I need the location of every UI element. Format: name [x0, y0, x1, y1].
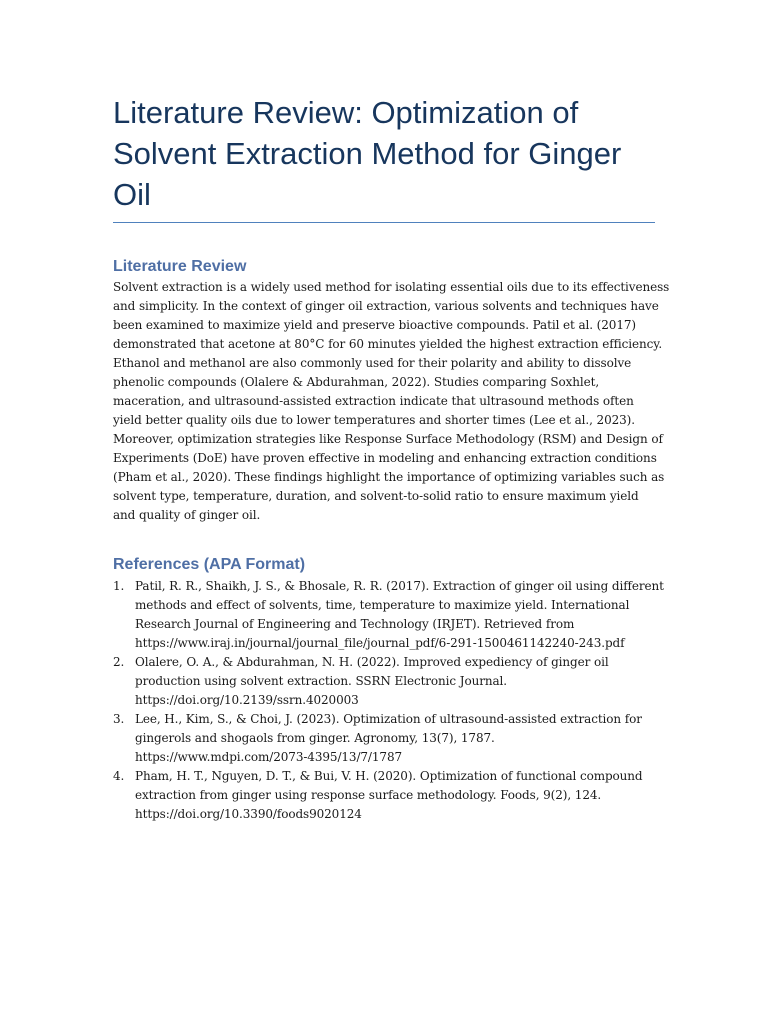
paragraph-line: yield better quality oils due to lower temperatures and shorter times (Lee et al., 2023).	[113, 413, 635, 427]
paragraph-line: phenolic compounds (Olalere & Abdurahman, 2022). Studies comparing Soxhlet,	[113, 375, 600, 389]
reference-url: https://doi.org/10.3390/foods9020124	[135, 807, 362, 821]
reference-line: methods and effect of solvents, time, temperature to maximize yield. International	[135, 598, 630, 612]
paragraph-line: demonstrated that acetone at 80°C for 60 minutes yielded the highest extraction efficiency.	[113, 337, 663, 351]
title-line: Literature Review: Optimization of	[113, 95, 579, 130]
reference-item	[113, 653, 655, 710]
paragraph-line: Solvent extraction is a widely used method for isolating essential oils due to its effectiveness	[113, 280, 670, 294]
reference-line: Olalere, O. A., & Abdurahman, N. H. (2022). Improved expediency of ginger oil	[135, 655, 609, 669]
reference-line: Pham, H. T., Nguyen, D. T., & Bui, V. H. (2020). Optimization of functional compound	[135, 769, 643, 783]
reference-number: 2.	[113, 655, 125, 669]
paragraph-line: solvent type, temperature, duration, and solvent-to-solid ratio to ensure maximum yield	[113, 489, 639, 503]
reference-url: https://www.mdpi.com/2073-4395/13/7/1787	[135, 750, 403, 764]
paragraph-line: (Pham et al., 2020). These findings highlight the importance of optimizing variables such as	[113, 470, 665, 484]
reference-number: 3.	[113, 712, 125, 726]
reference-item	[113, 767, 655, 824]
paragraph-line: and quality of ginger oil.	[113, 508, 261, 522]
paragraph-line: Ethanol and methanol are also commonly used for their polarity and ability to dissolve	[113, 356, 632, 370]
document-title	[113, 92, 655, 223]
references-heading: References (APA Format)	[113, 556, 306, 573]
paragraph-line: been examined to maximize yield and preserve bioactive compounds. Patil et al. (2017)	[113, 318, 636, 332]
paragraph-line: maceration, and ultrasound-assisted extraction indicate that ultrasound methods often	[113, 394, 634, 408]
literature-review-heading: Literature Review	[113, 258, 247, 275]
reference-item	[113, 710, 655, 767]
reference-number: 1.	[113, 579, 125, 593]
paragraph-line: Moreover, optimization strategies like Response Surface Methodology (RSM) and Design of	[113, 432, 663, 446]
reference-url: https://www.iraj.in/journal/journal_file/journal_pdf/6-291-1500461142240-243.pdf	[135, 636, 625, 650]
reference-line: Patil, R. R., Shaikh, J. S., & Bhosale, R. R. (2017). Extraction of ginger oil using different	[135, 579, 664, 593]
document-page	[113, 92, 670, 824]
reference-line: Lee, H., Kim, S., & Choi, J. (2023). Optimization of ultrasound-assisted extraction for	[135, 712, 642, 726]
reference-item	[113, 577, 664, 653]
title-line: Solvent Extraction Method for Ginger	[113, 136, 622, 171]
reference-url: https://doi.org/10.2139/ssrn.4020003	[135, 693, 359, 707]
reference-line: Research Journal of Engineering and Technology (IRJET). Retrieved from	[135, 617, 575, 631]
references-list	[113, 577, 664, 824]
title-line: Oil	[113, 177, 151, 212]
reference-line: extraction from ginger using response surface methodology. Foods, 9(2), 124.	[135, 788, 602, 802]
literature-review-paragraph	[113, 278, 670, 525]
reference-number: 4.	[113, 769, 125, 783]
reference-line: gingerols and shogaols from ginger. Agronomy, 13(7), 1787.	[135, 731, 495, 745]
reference-line: production using solvent extraction. SSRN Electronic Journal.	[135, 674, 507, 688]
paragraph-line: Experiments (DoE) have proven effective in modeling and enhancing extraction conditions	[113, 451, 657, 465]
paragraph-line: and simplicity. In the context of ginger oil extraction, various solvents and techniques have	[113, 299, 659, 313]
